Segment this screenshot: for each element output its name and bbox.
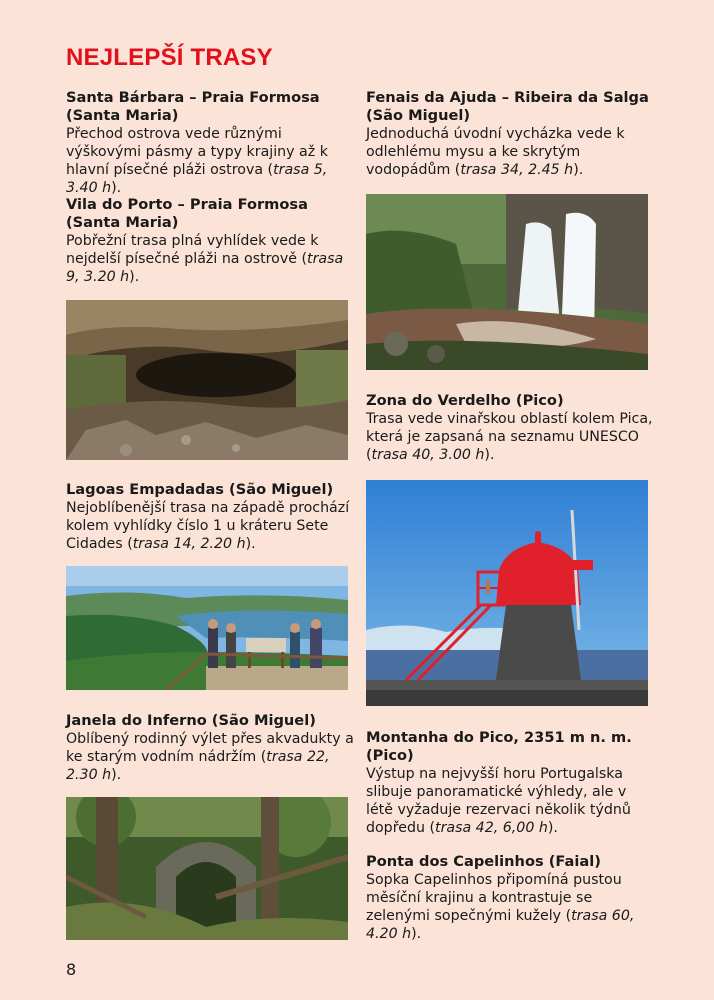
route-title: Vila do Porto – Praia Formosa (Santa Maria) — [66, 196, 308, 231]
route-description: Pobřežní trasa plná vyhlídek vede k nejdelší písečné pláži na ostrově (trasa 9, 3.20 h). — [66, 233, 344, 285]
route-description: Nejoblíbenější trasa na západě prochází kolem vyhlídky číslo 1 u kráteru Sete Cidades (trasa 14, 2.20 h). — [66, 500, 350, 552]
route-description: Výstup na nejvyšší horu Portugalska slibuje panoramatické výhledy, ale v létě vyžaduje rezervaci několik týdnů dopředu (trasa 42, 6,00 h). — [366, 766, 631, 836]
route-title: Montanha do Pico, 2351 m n. m. (Pico) — [366, 729, 632, 764]
route-title: Lagoas Empadadas (São Miguel) — [66, 481, 334, 498]
route-title: Ponta dos Capelinhos (Faial) — [366, 853, 601, 870]
route-vila-do-porto — [66, 196, 356, 286]
photo-viewpoint — [66, 566, 348, 690]
photo-aqueduct — [66, 797, 348, 940]
route-title: Fenais da Ajuda – Ribeira da Salga (São Miguel) — [366, 89, 649, 124]
route-description: Oblíbený rodinný výlet přes akvadukty a ke starým vodním nádržím (trasa 22, 2.30 h). — [66, 731, 354, 783]
route-janela-do-inferno — [66, 712, 356, 784]
route-description: Trasa vede vinařskou oblastí kolem Pica, která je zapsaná na seznamu UNESCO (trasa 40, 3.00 h). — [366, 411, 653, 463]
route-description: Sopka Capelinhos připomíná pustou měsíční krajinu a kontrastuje se zelenými sopečnými kužely (trasa 60, 4.20 h). — [366, 872, 635, 942]
route-description: Jednoduchá úvodní vycházka vede k odlehlému mysu a ke skrytým vodopádům (trasa 34, 2.45 h). — [366, 126, 625, 178]
route-title: Janela do Inferno (São Miguel) — [66, 712, 316, 729]
route-montanha-do-pico — [366, 729, 656, 837]
photo-waterfall — [366, 194, 648, 370]
photo-cave — [66, 300, 348, 460]
page-title: NEJLEPŠÍ TRASY — [66, 44, 273, 71]
page-number: 8 — [66, 960, 77, 979]
route-ponta-dos-capelinhos — [366, 853, 656, 943]
route-fenais-da-ajuda — [366, 89, 656, 179]
route-zona-do-verdelho — [366, 392, 656, 464]
route-title: Santa Bárbara – Praia Formosa (Santa Maria) — [66, 89, 320, 124]
route-santa-barbara — [66, 89, 356, 197]
route-lagoas-empadadas — [66, 481, 356, 553]
photo-windmill — [366, 480, 648, 706]
route-description: Přechod ostrova vede různými výškovými pásmy a typy krajiny až k hlavní písečné pláži ostrova (trasa 5, 3.40 h). — [66, 126, 328, 196]
route-title: Zona do Verdelho (Pico) — [366, 392, 564, 409]
